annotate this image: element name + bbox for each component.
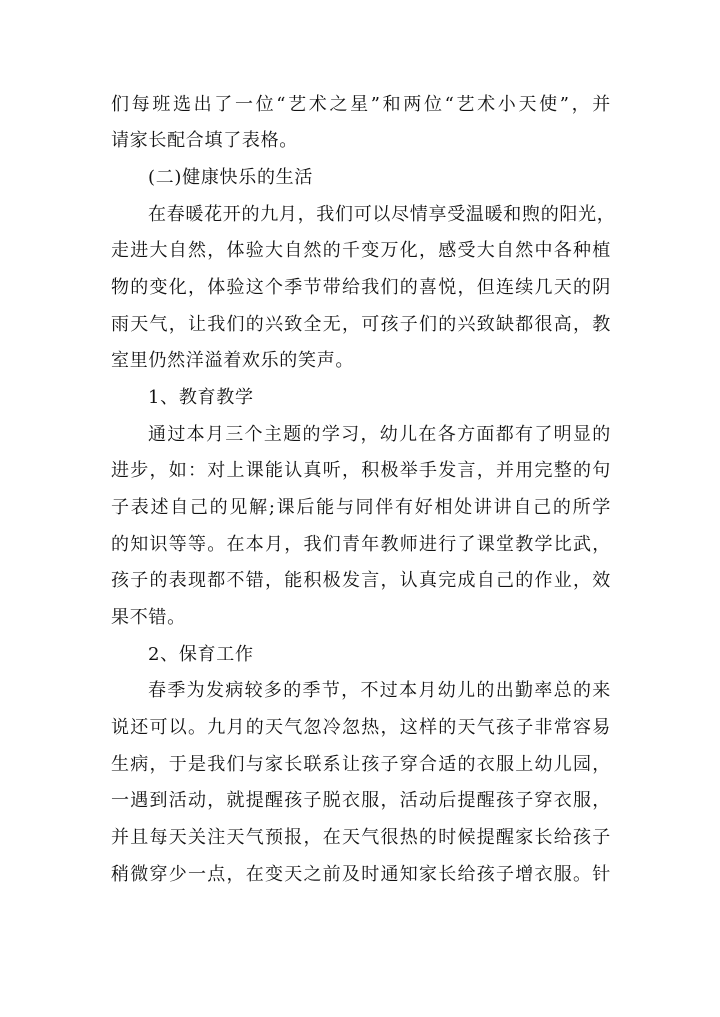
paragraph-first-line: 通过本月三个主题的学习，幼儿在各方面都有了明显的 bbox=[148, 424, 611, 445]
text-line: 子表述自己的见解;课后能与同伴有好相处讲讲自己的所学 bbox=[111, 497, 611, 518]
text-line: 进步，如：对上课能认真听，积极举手发言，并用完整的句 bbox=[111, 460, 611, 481]
subsection-heading: 2、保育工作 bbox=[148, 644, 254, 665]
text-line: 物的变化，体验这个季节带给我们的喜悦，但连续几天的阴 bbox=[111, 277, 611, 298]
paragraph-first-line: 在春暖花开的九月，我们可以尽情享受温暖和煦的阳光， bbox=[148, 204, 616, 225]
text-line: 果不错。 bbox=[111, 607, 186, 628]
section-heading: (二)健康快乐的生活 bbox=[148, 167, 314, 188]
text-line: 并且每天关注天气预报，在天气很热的时候提醒家长给孩子 bbox=[111, 827, 611, 848]
text-line: 生病，于是我们与家长联系让孩子穿合适的衣服上幼儿园， bbox=[111, 754, 611, 775]
subsection-heading: 1、教育教学 bbox=[148, 387, 254, 408]
text-line: 们每班选出了一位“艺术之星”和两位“艺术小天使”，并 bbox=[111, 94, 611, 115]
text-line: 说还可以。九月的天气忽冷忽热，这样的天气孩子非常容易 bbox=[111, 717, 611, 738]
text-line: 雨天气，让我们的兴致全无，可孩子们的兴致缺都很高，教 bbox=[111, 314, 611, 335]
text-line: 请家长配合填了表格。 bbox=[111, 130, 298, 151]
text-line: 走进大自然，体验大自然的千变万化，感受大自然中各种植 bbox=[111, 240, 611, 261]
text-line: 室里仍然洋溢着欢乐的笑声。 bbox=[111, 350, 355, 371]
text-line: 的知识等等。在本月，我们青年教师进行了课堂教学比武， bbox=[111, 534, 611, 555]
paragraph-first-line: 春季为发病较多的季节，不过本月幼儿的出勤率总的来 bbox=[148, 680, 611, 701]
text-line: 稍微穿少一点，在变天之前及时通知家长给孩子增衣服。针 bbox=[111, 864, 611, 885]
text-line: 孩子的表现都不错，能积极发言，认真完成自己的作业，效 bbox=[111, 570, 611, 591]
text-line: 一遇到活动，就提醒孩子脱衣服，活动后提醒孩子穿衣服， bbox=[111, 790, 611, 811]
